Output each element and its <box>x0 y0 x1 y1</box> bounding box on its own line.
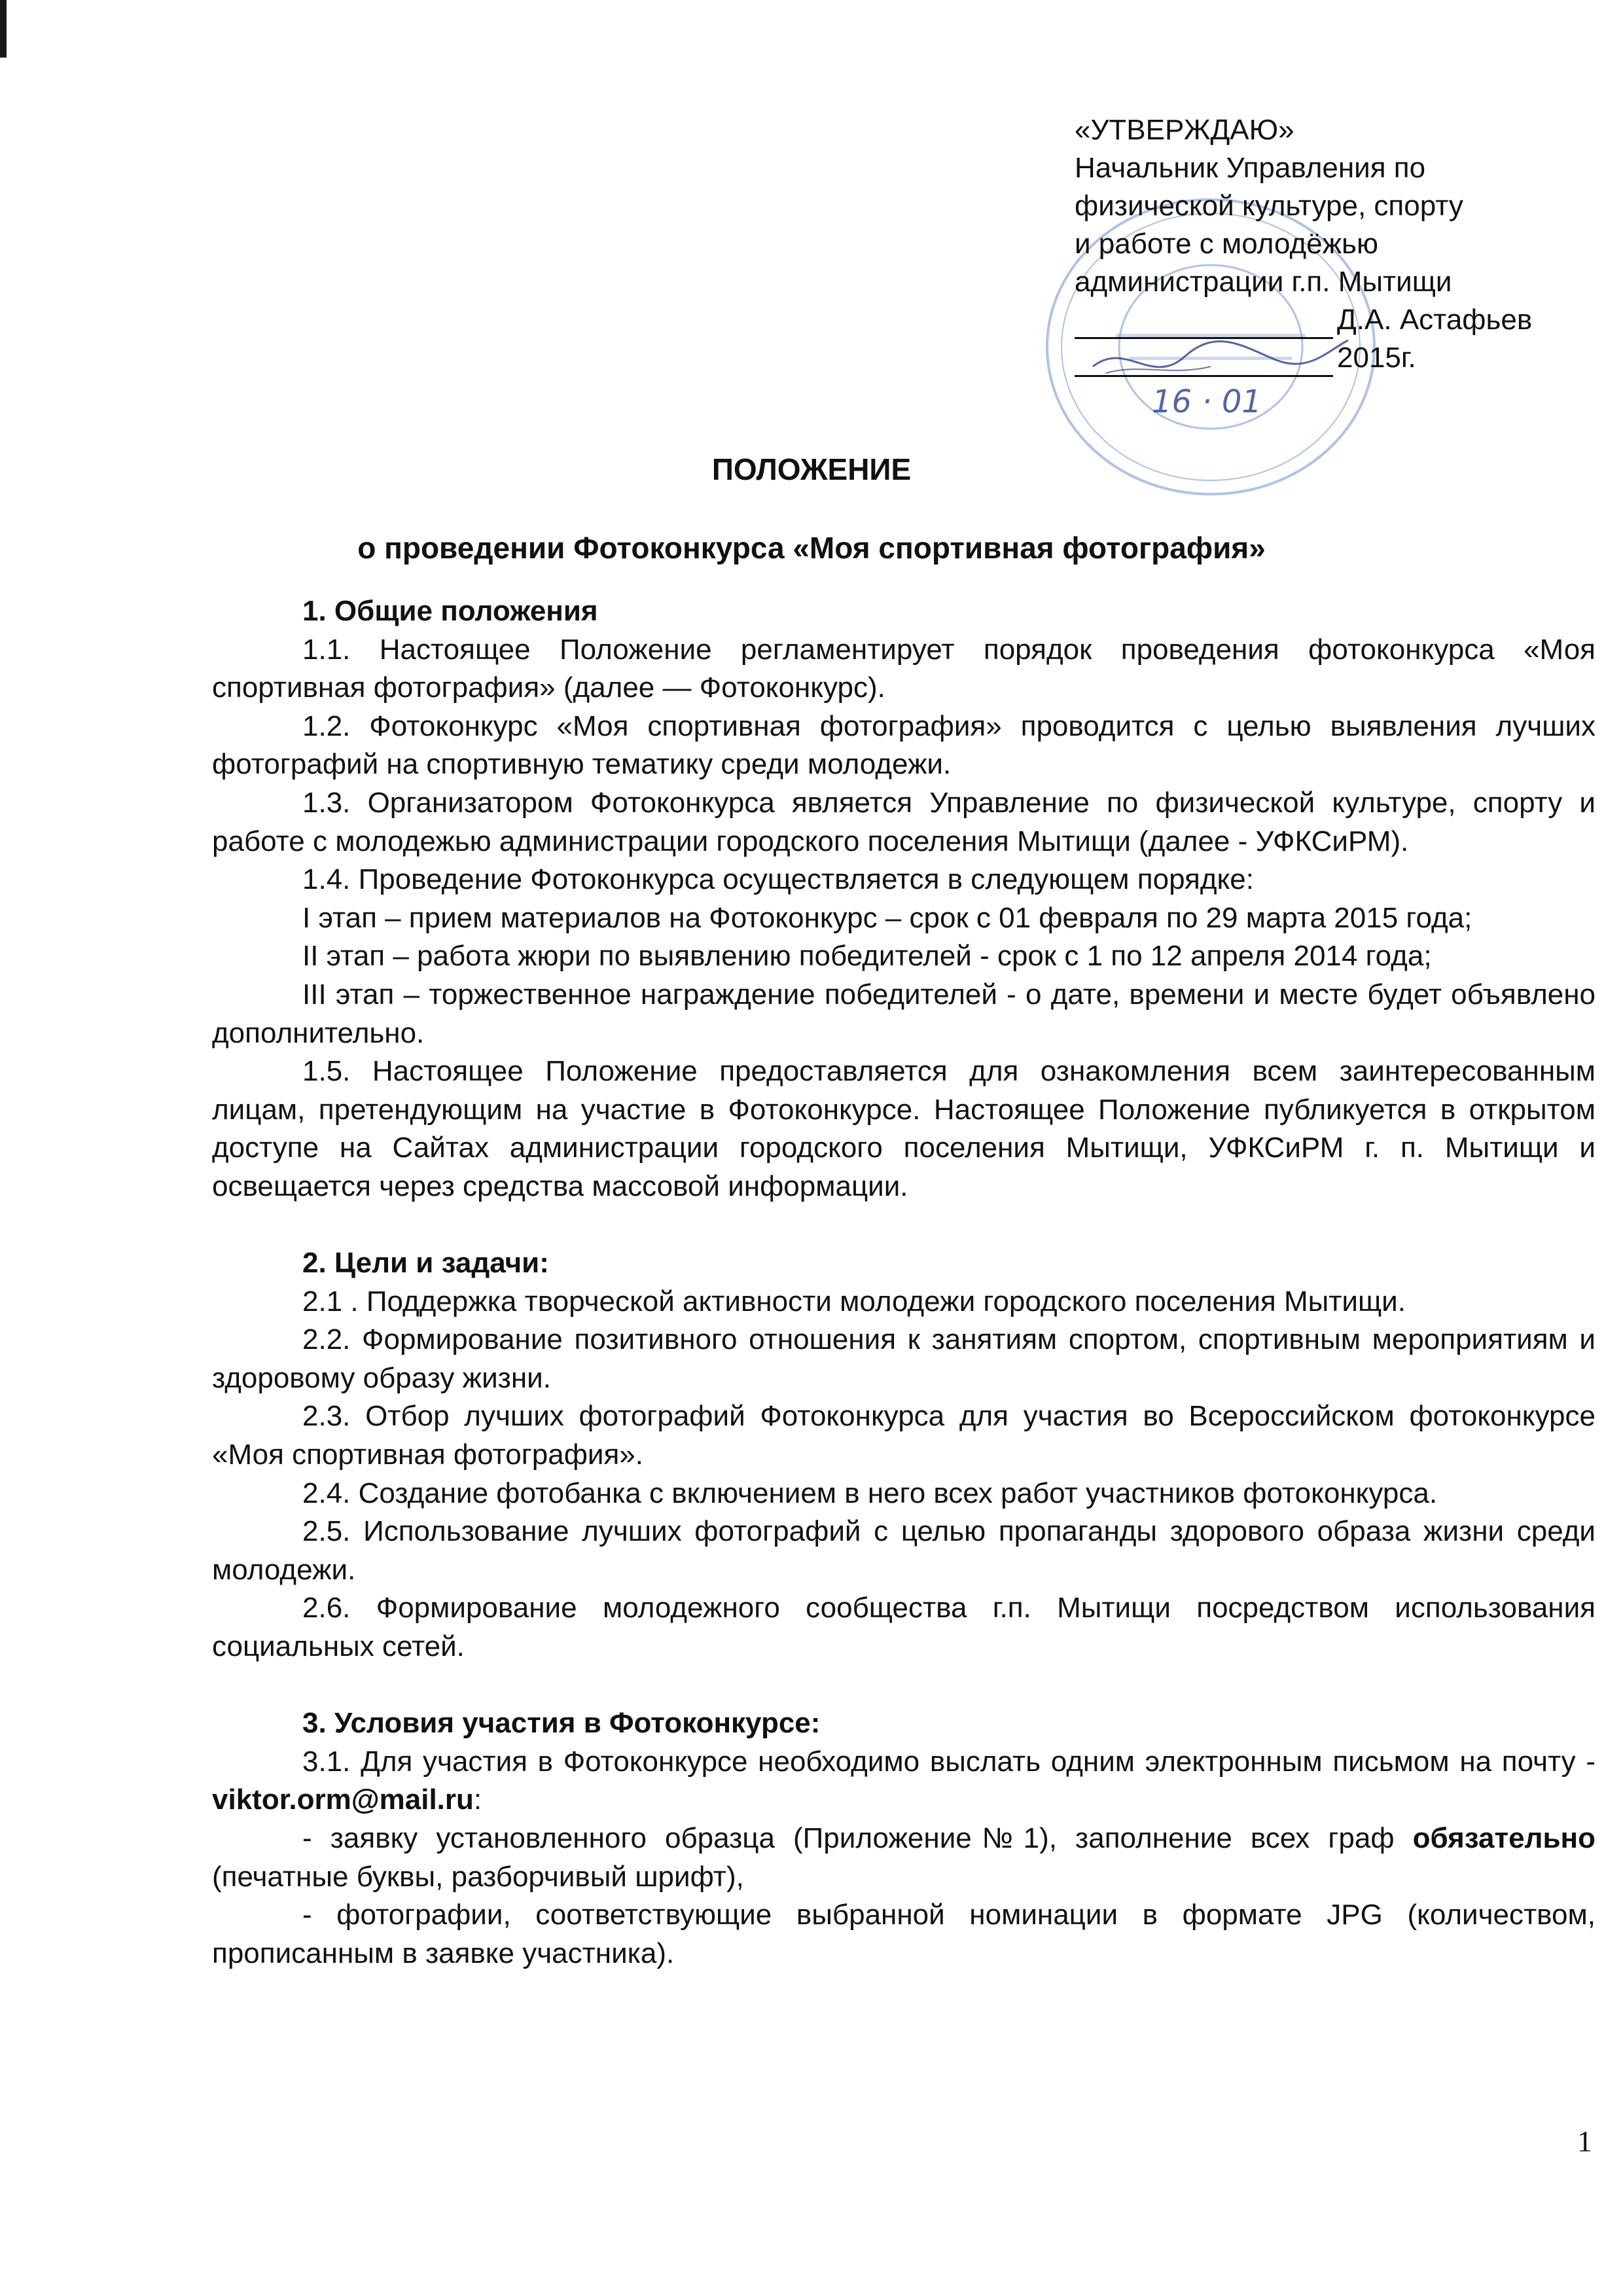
document-subtitle: о проведении Фотоконкурса «Моя спортивная фотография» <box>357 531 1266 565</box>
signature-blank <box>1075 307 1333 339</box>
paragraph-2-1: 2.1 . Поддержка творческой активности молодежи городского поселения Мытищи. <box>302 1285 1406 1318</box>
requirement-item-1-emphasis: обязательно <box>1412 1822 1596 1854</box>
section-1-heading: 1. Общие положения <box>302 595 598 627</box>
paragraph-1-4: 1.4. Проведение Фотоконкурса осуществляется в следующем порядке: <box>302 863 1254 896</box>
paragraph-2-3: 2.3. Отбор лучших фотографий Фотоконкурса для участия во Всероссийском фотоконкурсе «Моя спортивная фотография». <box>212 1400 1596 1471</box>
approval-position-line-4: администрации г.п. Мытищи <box>1075 266 1452 298</box>
signer-name: Д.А. Астафьев <box>1337 304 1533 336</box>
stage-3: III этап – торжественное награждение победителей - о дате, времени и месте будет объявлено дополнительно. <box>212 978 1596 1049</box>
signature-line <box>1075 301 1572 339</box>
stage-2: II этап – работа жюри по выявлению победителей - срок с 1 по 12 апреля 2014 года; <box>302 940 1432 973</box>
paragraph-2-2: 2.2. Формирование позитивного отношения к занятиям спортом, спортивным мероприятиям и здоровому образу жизни. <box>212 1323 1596 1394</box>
paragraph-2-4: 2.4. Создание фотобанка с включением в него всех работ участников фотоконкурса. <box>302 1477 1438 1509</box>
paragraph-2-5: 2.5. Использование лучших фотографий с целью пропаганды здорового образа жизни среди молодежи. <box>212 1515 1596 1586</box>
paragraph-1-3: 1.3. Организатором Фотоконкурса является Управление по физической культуре, спорту и работе с молодежью администрации городского поселения Мытищи (далее - УФКСиРМ). <box>212 786 1596 857</box>
approval-heading: «УТВЕРЖДАЮ» <box>1075 114 1294 146</box>
approval-year: 2015г. <box>1337 342 1416 374</box>
spacer <box>212 1666 1596 1705</box>
approval-block <box>1075 111 1572 377</box>
paragraph-1-1: 1.1. Настоящее Положение регламентирует порядок проведения фотоконкурса «Моя спортивная фотография» (далее — Фотоконкурс). <box>212 633 1596 704</box>
paragraph-1-2: 1.2. Фотоконкурс «Моя спортивная фотография» проводится с целью выявления лучших фотографий на спортивную тематику среди молодежи. <box>212 709 1596 781</box>
paragraph-1-5: 1.5. Настоящее Положение предоставляется для ознакомления всем заинтересованным лицам, претендующим на участие в Фотоконкурсе. Настоящее Положение публикуется в открытом доступе на Сайтах администрации городского поселения Мытищи, УФКСиРМ г. п. Мытищи и освещается через средства массовой информации. <box>212 1055 1596 1202</box>
requirement-item-1-text: - заявку установленного образца (Приложение№1), заполнение всех граф <box>302 1822 1413 1854</box>
paragraph-3-1 <box>212 1743 1596 1820</box>
date-line <box>1075 339 1572 377</box>
requirement-item-1-tail: (печатные буквы, разборчивый шрифт), <box>212 1860 744 1893</box>
contact-email: viktor.orm@mail.ru <box>212 1784 474 1816</box>
date-blank <box>1075 345 1333 377</box>
paragraph-3-1-text: 3.1. Для участия в Фотоконкурсе необходимо выслать одним электронным письмом на почту - <box>302 1745 1596 1778</box>
approval-position-line-2: физической культуре, спорту <box>1075 190 1463 222</box>
document-body <box>212 592 1596 1973</box>
scan-edge-mark <box>0 0 7 58</box>
stage-1: I этап – прием материалов на Фотоконкурс – срок с 01 февраля по 29 марта 2015 года; <box>302 901 1472 934</box>
handwritten-date: 16 · 01 <box>1152 384 1262 419</box>
requirement-item-2: - фотографии, соответствующие выбранной номинации в формате JPG (количеством, прописанным в заявке участника). <box>212 1899 1596 1969</box>
approval-position-line-3: и работе с молодёжью <box>1075 228 1378 260</box>
section-2-heading: 2. Цели и задачи: <box>302 1247 549 1280</box>
requirement-item-1 <box>212 1820 1596 1896</box>
paragraph-3-1-colon: : <box>473 1784 482 1816</box>
page-number: 1 <box>1577 2125 1592 2158</box>
spacer <box>212 1206 1596 1245</box>
paragraph-2-6: 2.6. Формирование молодежного сообщества г.п. Мытищи посредством использования социальных сетей. <box>212 1592 1596 1663</box>
document-title: ПОЛОЖЕНИЕ <box>711 452 912 486</box>
approval-position-line-1: Начальник Управления по <box>1075 152 1426 184</box>
section-3-heading: 3. Условия участия в Фотоконкурсе: <box>302 1707 821 1740</box>
